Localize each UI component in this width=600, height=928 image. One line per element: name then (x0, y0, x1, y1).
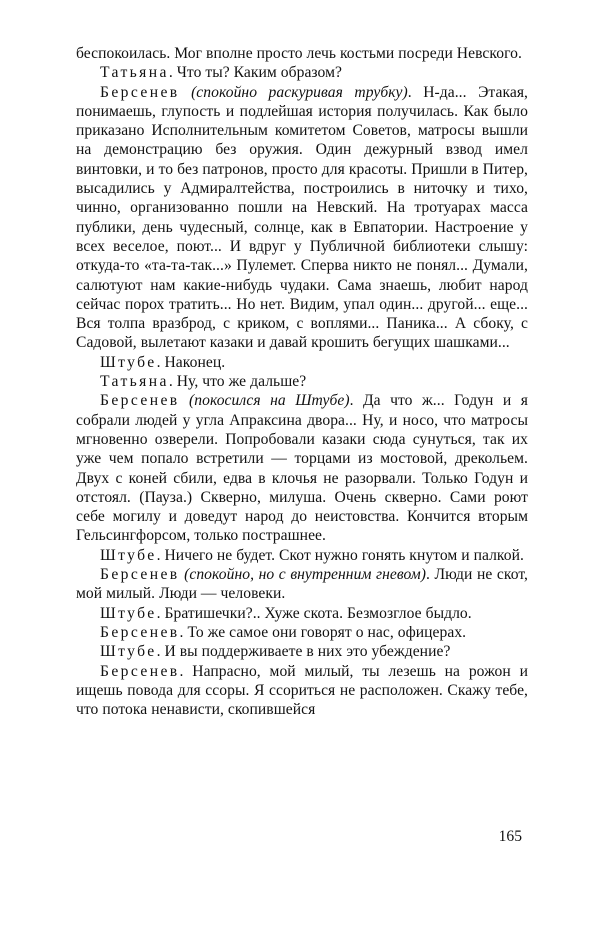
stage-direction: (спокойно раскуривая трубку) (191, 83, 408, 101)
paragraph-text: . Н-да... Этакая, понимаешь, глупость и подлейшая история получилась. Как было приказано Исполнительным комитетом Советов, матросы вышли на демонстрацию без оружия. Один дежурный взвод имел винтовки, и то без патронов, просто для красоты. Пришли в Питер, высадились у Адмиралтейства, построились в ниточку и тихо, чинно, организованно пошли на Невский. На тротуарах масса публики, день чудесный, солнце, как в Евпатории. Настроение у всех веселое, поют... И вдруг у Публичной библиотеки слышу: откуда-то «та-та-так...» Пулемет. Сперва никто не понял... Думали, салютуют нам какие-нибудь чудаки. Сама знаешь, любит народ сейчас порох тратить... Но нет. Видим, упал один... другой... еще... Вся толпа вразброд, с криком, с воплями... Паника... А сбоку, с Садовой, вылетают казаки и давай крошить бегущих шашками... (76, 83, 528, 352)
stage-direction: (покосился на Штубе) (189, 392, 350, 410)
paragraph (76, 565, 528, 604)
speaker: Берсенев (100, 662, 180, 680)
speaker: Берсенев (100, 392, 180, 410)
paragraph-text: . Наконец. (156, 353, 226, 371)
paragraph (76, 662, 528, 720)
speaker: Татьяна (100, 64, 169, 82)
paragraph-text: беспокоилась. Мог вполне просто лечь костьми посреди Невского. (76, 45, 522, 62)
paragraph (76, 604, 528, 623)
paragraph-text: . Что ты? Каким образом? (168, 64, 342, 82)
speaker: Штубе (100, 604, 157, 622)
paragraph-text: . То же самое они говорят о нас, офицерах. (179, 623, 467, 641)
paragraph-text: . Да что ж... Годун и я собрали людей у угла Апраксина двора... Ну, и носо, что матросы мгновенно озверели. Попробовали казаки сюда сунуться, так их уже чем попало встретили — торцами из мостовой, дрекольем. Двух с коней сбили, едва в клочья не разорвали. Только Годун и отстоял. (Пауза.) Скверно, милуша. Очень скверно. Сами роют себе могилу и доведут народ до неистовства. Кончится вторым Гельсингфорсом, только пострашнее. (76, 392, 528, 545)
paragraph-text: . Ну, что же дальше? (168, 373, 307, 391)
stage-direction: (спокойно, но с внутренним гневом) (184, 566, 426, 584)
paragraph (76, 83, 528, 353)
speaker: Штубе (100, 643, 157, 661)
paragraph-text: . Люди не скот, мой милый. Люди — человеки. (76, 566, 528, 603)
paragraph (76, 63, 528, 82)
paragraph (76, 391, 528, 545)
paragraph (76, 44, 528, 63)
paragraph-text: . Напрасно, мой милый, ты лезешь на рожон и ищешь повода для ссоры. Я ссориться не расположен. Скажу тебе, что потока ненависти, скопившейся (76, 662, 528, 719)
paragraph-text: . Братишечки?.. Хуже скота. Безмозглое быдло. (156, 604, 472, 622)
paragraph (76, 353, 528, 372)
paragraph-text: . И вы поддерживаете в них это убеждение? (156, 643, 451, 661)
speaker: Берсенев (100, 83, 180, 101)
page-number: 165 (498, 828, 522, 845)
speaker: Берсенев (100, 566, 180, 584)
paragraph (76, 642, 528, 661)
paragraph (76, 623, 528, 642)
speaker: Берсенев (100, 623, 180, 641)
speaker: Штубе (100, 353, 157, 371)
paragraph (76, 372, 528, 391)
paragraph-text: . Ничего не будет. Скот нужно гонять кнутом и палкой. (156, 546, 524, 564)
page-text (76, 44, 528, 719)
speaker: Штубе (100, 546, 157, 564)
speaker: Татьяна (100, 373, 169, 391)
paragraph (76, 546, 528, 565)
